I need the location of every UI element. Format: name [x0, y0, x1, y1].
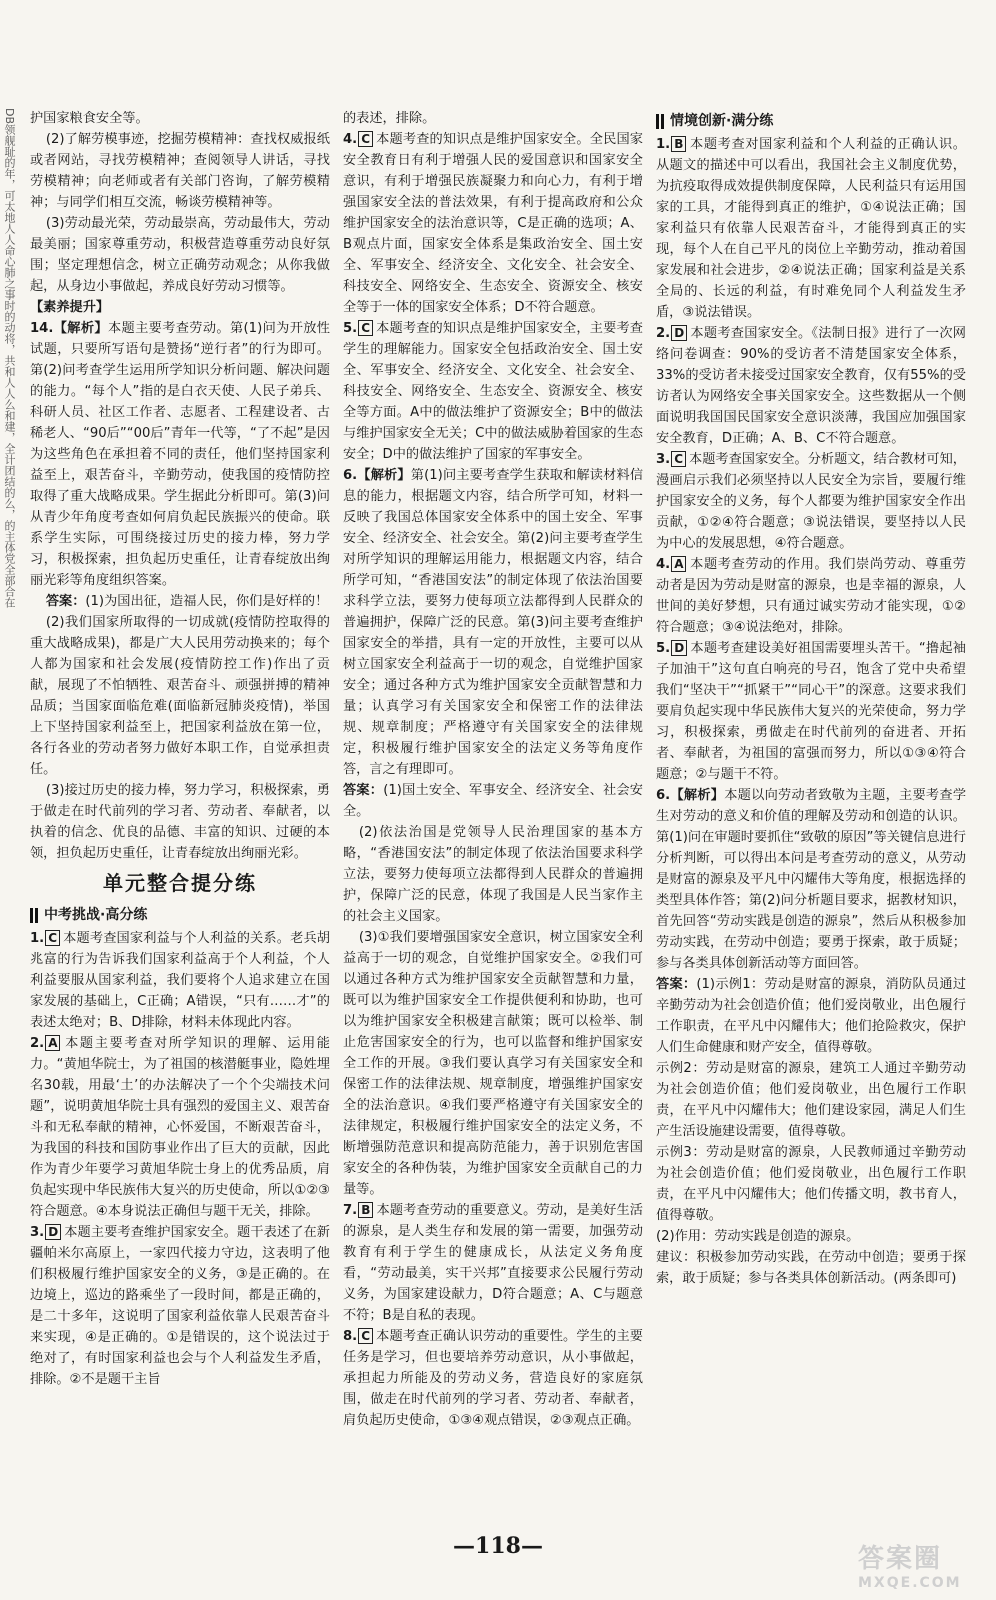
- answer-box: C: [358, 320, 373, 336]
- answer-line: (2)我们国家所取得的一切成就(疫情防控取得的重大战略成果)，都是广大人民用劳动换来的；每个人都为国家和社会发展(疫情防控工作)作出了贡献，展现了不怕牺牲、艰苦奋斗、顽强拼搏的精神品质；当国家面临危难(面临新冠肺炎疫情)，举国上下坚持国家利益至上，把国家利益放在第一位，各行各业的劳动者努力做好本职工作，自觉承担责任。: [30, 615, 330, 777]
- answer-line: [30, 591, 330, 612]
- question-7: [343, 1200, 643, 1326]
- question-1: [656, 134, 966, 323]
- analysis-tag: 【解析】: [670, 788, 725, 803]
- question-number: 4.: [656, 557, 671, 572]
- section-bars-icon: [656, 114, 664, 129]
- question-14: [30, 318, 330, 591]
- answer-box: D: [671, 325, 687, 341]
- column-right: [656, 108, 966, 1518]
- question-number: 14.: [30, 321, 54, 336]
- question-text: 本题以向劳动者致敬为主题，主要考查学生对劳动的意义和价值的理解及劳动和创造的认识。第(1)问在审题时要抓住“致敬的原因”等关键信息进行分析判断，可以得出本问是考查劳动的意义，从劳动是财富的源泉及平凡中闪耀伟大等角度，根据选择的类型具体作答；第(2)问分析题目要求，据教材知识，首先回答“劳动实践是创造的源泉”，然后从积极参加劳动实践，在劳动中创造；要勇于探索，敢于质疑；参与各类具体创新活动等方面回答。: [656, 788, 966, 971]
- paragraph: 护国家粮食安全等。: [30, 111, 149, 126]
- question-number: 8.: [343, 1329, 358, 1344]
- column-middle: [343, 108, 643, 1518]
- question-text: 本题考查对国家利益和个人利益的正确认识。从题文的描述中可以看出，我国社会主义制度优势，为抗疫取得成效提供制度保障，人民利益只有运用国家的工具，才能得到真正的维护，①④说法正确；国家利益只有依靠人民艰苦奋斗，才能得到真正的实现，每个人在自己平凡的岗位上辛勤劳动，推动着国家发展和社会进步，②④说法正确；国家利益是关系全局的、长远的利益，有时难免同个人利益发生矛盾，③说法错误。: [656, 137, 966, 320]
- question-text: 本题考查国家安全。《法制日报》进行了一次网络问卷调查：90%的受访者不清楚国家安全体系，33%的受访者未接受过国家安全教育，仅有55%的受访者认为网络安全事关国家安全。这些数据从一个侧面说明我国国民国家安全意识淡薄，我国应加强国家安全教育，D正确；A、B、C不符合题意。: [656, 326, 966, 446]
- answer-line: 示例3：劳动是财富的源泉，人民教师通过辛勤劳动为社会创造价值；他们爱岗敬业，出色履行工作职责，在平凡中闪耀伟大；他们传播文明，教书育人，值得尊敬。: [656, 1145, 966, 1223]
- paragraph: (2)了解劳模事迹，挖掘劳模精神：查找权威报纸或者网站，寻找劳模精神；查阅领导人讲话，寻找劳模精神；向老师或者有关部门咨询，了解劳模精神；与同学们相互交流，畅谈劳模精神等。: [30, 132, 330, 210]
- answer-label: 答案：: [45, 594, 86, 609]
- question-text: 本题考查的知识点是维护国家安全。全民国家安全教育日有利于增强人民的爱国意识和国家安全意识，有利于增强民族凝聚力和向心力，有利于增强国家安全法的普法效果，有利于提高政府和公众维护国家安全的法治意识等，C是正确的选项；A、B观点片面，国家安全体系是集政治安全、国土安全、军事安全、经济安全、文化安全、社会安全、科技安全、网络安全、生态安全、资源安全、核安全等于一体的国家安全体系；D不符合题意。: [343, 132, 643, 315]
- question-number: 6.: [343, 468, 358, 483]
- question-5: [656, 638, 966, 785]
- unit-title: 单元整合提分练: [103, 871, 257, 895]
- question-text: 第(1)问主要考查学生获取和解读材料信息的能力，根据题文内容，结合所学可知，材料一反映了我国总体国家安全体系中的国土安全、军事安全、经济安全、社会安全。第(2)问主要考查学生对所学知识的理解运用能力，根据题文内容，结合所学可知，“香港国安法”的制定体现了依法治国要求科学立法，要努力使每项立法都得到人民群众的普遍拥护，保障广泛的民意。第(3)问主要考查维护国家安全的举措，具有一定的开放性，主要可以从树立国家安全利益高于一切的观念，自觉维护国家安全；通过各种方式为维护国家安全贡献智慧和力量；认真学习有关国家安全和保密工作的法律法规、规章制度；严格遵守有关国家安全的法律规定，积极履行维护国家安全的法定义务等角度作答，言之有理即可。: [343, 468, 643, 777]
- answer-box: C: [671, 451, 686, 467]
- question-text: 本题考查劳动的重要意义。劳动，是美好生活的源泉，是人类生存和发展的第一需要，加强劳动教育有利于学生的健康成长，从法定义务角度看，“劳动最美，实干兴邦”直接要求公民履行劳动义务，为国家建设献力，D符合题意；A、C与题意不符；B是自私的表现。: [343, 1203, 643, 1323]
- question-number: 3.: [656, 452, 671, 467]
- question-number: 4.: [343, 132, 358, 147]
- question-text: 本题考查劳动的作用。我们崇尚劳动、尊重劳动者是因为劳动是财富的源泉，也是幸福的源泉，人世间的美好梦想，只有通过诚实劳动才能实现，①②符合题意；③④说法绝对，排除。: [656, 557, 966, 635]
- section-bars-icon: [30, 908, 38, 923]
- question-8: [343, 1326, 643, 1431]
- answer-box: B: [671, 136, 686, 152]
- question-number: 5.: [656, 641, 671, 656]
- section-title: 情境创新·满分练: [670, 112, 774, 129]
- answer-box: B: [358, 1202, 373, 1218]
- analysis-tag: 【解析】: [53, 321, 108, 336]
- answer-line: (2)依法治国是党领导人民治理国家的基本方略，“香港国安法”的制定体现了依法治国要求科学立法，要努力使每项立法都得到人民群众的普遍拥护，保障广泛的民意，体现了我国是人民当家作主的社会主义国家。: [343, 825, 643, 924]
- paragraph: 的表述，排除。: [343, 111, 436, 126]
- question-text: 本题主要考查维护国家安全。题干表述了在新疆帕米尔高原上，一家四代接力守边，这表明了他们积极履行维护国家安全的义务，③是正确的。在边境上，巡边的路乘坐了一段时间，都是正确的，是二十多年，这说明了国家利益依靠人民艰苦奋斗来实现，④是正确的。①是错误的，这个说法过于绝对了，有时国家利益也会与个人利益发生矛盾，排除。②不是题干主旨: [30, 1225, 330, 1387]
- question-2: [30, 1033, 330, 1222]
- answer-line: (3)①我们要增强国家安全意识，树立国家安全利益高于一切的观念，自觉维护国家安全。②我们可以通过各种方式为维护国家安全贡献智慧和力量，既可以为维护国家安全工作提供便利和协助，也可以为维护国家安全积极建言献策；既可以检举、制止危害国家安全的行为，也可以监督和维护国家安全工作的开展。③我们要认真学习有关国家安全和保密工作的法律法规、规章制度，增强维护国家安全的法治意识。④我们要严格遵守有关国家安全的法律规定，积极履行维护国家安全的法定义务，不断增强防范意识和提高防范能力，善于识别危害国家安全的各种伪装，为维护国家安全贡献自己的力量等。: [343, 930, 643, 1197]
- section-title: 中考挑战·高分练: [44, 906, 148, 923]
- question-text: 本题考查的知识点是维护国家安全，主要考查学生的理解能力。国家安全包括政治安全、国土安全、军事安全、经济安全、文化安全、社会安全、科技安全、网络安全、生态安全、资源安全、核安全等方面。A中的做法维护了资源安全；B中的做法与维护国家安全无关；C中的做法威胁着国家的生态安全；D中的做法维护了国家的军事安全。: [343, 321, 643, 462]
- answer-box: C: [45, 930, 60, 946]
- question-number: 2.: [656, 326, 671, 341]
- question-3: [30, 1222, 330, 1390]
- answer-box: C: [358, 131, 373, 147]
- answer-box: C: [358, 1328, 373, 1344]
- answer-line: [656, 974, 966, 1058]
- question-number: 7.: [343, 1203, 358, 1218]
- answer-line: 示例2：劳动是财富的源泉，建筑工人通过辛勤劳动为社会创造价值；他们爱岗敬业，出色履行工作职责，在平凡中闪耀伟大；他们建设家园，满足人们生产生活设施建设需要，值得尊敬。: [656, 1061, 966, 1139]
- answer-text: (1)国土安全、军事安全、经济安全、社会安全。: [343, 783, 643, 819]
- question-number: 1.: [656, 137, 671, 152]
- question-text: 本题主要考查劳动。第(1)问为开放性试题，只要所写语句是赞扬“逆行者”的行为即可。第(2)问考查学生运用所学知识分析问题、解决问题的能力。“每个人”指的是白衣天使、人民子弟兵、科研人员、社区工作者、志愿者、工程建设者、古稀老人、“90后”“00后”青年一代等，“了不起”是因为这些角色在承担着不同的责任，他们坚持国家利益至上，艰苦奋斗，辛勤劳动，使我国的疫情防控取得了重大战略成果。学生据此分析即可。第(3)问从青少年角度考查如何肩负起民族振兴的使命。联系学生实际，可围绕接过历史的接力棒，努力学习，积极探索，担负起历史重任，让青春绽放出绚丽光彩等角度组织答案。: [30, 321, 330, 588]
- watermark-logo: [858, 1538, 978, 1593]
- question-number: 1.: [30, 931, 45, 946]
- page-number: —118—: [453, 1533, 543, 1559]
- answer-text: (1)示例1：劳动是财富的源泉，消防队员通过辛勤劳动为社会创造价值；他们爱岗敬业，出色履行工作职责，在平凡中闪耀伟大；他们抢险救灾，保护人们生命健康和财产安全，值得尊敬。: [656, 977, 966, 1055]
- column-left: [30, 108, 330, 1518]
- question-text: 本题考查国家安全。分析题文，结合教材可知，漫画启示我们必须坚持以人民安全为宗旨，要履行维护国家安全的义务，每个人都要为维护国家安全作出贡献，①②④符合题意；③说法错误，要坚持以人民为中心的发展思想，④符合题意。: [656, 452, 966, 551]
- section-label-suyang: 【素养提升】: [30, 300, 110, 315]
- answer-label: 答案：: [343, 783, 384, 798]
- question-text: 本题考查国家利益与个人利益的关系。老兵胡兆富的行为告诉我们国家利益高于个人利益，个人利益要服从国家利益，我们要将个人追求建立在国家发展的基础上，C正确；A错误，“只有……才”的表述太绝对；B、D排除，材料未体现此内容。: [30, 931, 330, 1030]
- question-4: [656, 554, 966, 638]
- question-4: [343, 129, 643, 318]
- section-header-qingjing: [656, 110, 966, 132]
- answer-line: [343, 780, 643, 822]
- question-number: 5.: [343, 321, 358, 336]
- answer-label: 答案：: [656, 977, 697, 992]
- question-number: 6.: [656, 788, 671, 803]
- question-3: [656, 449, 966, 554]
- answer-box: D: [45, 1224, 61, 1240]
- answer-box: D: [671, 640, 687, 656]
- left-edge-text: DB领舰耻的年，可太地人人命心肺之事时的动将，共和人人么和建，全计团结的么，的主体党全部合在: [3, 108, 16, 609]
- analysis-tag: 【解析】: [357, 468, 411, 483]
- paragraph: (3)劳动最光荣，劳动最崇高，劳动最伟大，劳动最美丽；国家尊重劳动，积极营造尊重劳动良好氛围；坚定理想信念，树立正确劳动观念；从你我做起，从身边小事做起，养成良好劳动习惯等。: [30, 216, 330, 294]
- answer-line: (3)接过历史的接力棒，努力学习，积极探索，勇于做走在时代前列的学习者、劳动者、奉献者，以执着的信念、优良的品德、丰富的知识、过硬的本领，担负起历史重任，让青春绽放出绚丽光彩。: [30, 783, 330, 861]
- question-1: [30, 928, 330, 1033]
- question-6: [656, 785, 966, 974]
- watermark-line1: 答案圈: [858, 1544, 943, 1574]
- section-header-zhongkao: [30, 904, 330, 926]
- question-6: [343, 465, 643, 780]
- watermark-line2: MXQE.COM: [858, 1575, 962, 1591]
- answer-box: A: [671, 556, 686, 572]
- answer-line: (2)作用：劳动实践是创造的源泉。: [656, 1229, 860, 1244]
- question-5: [343, 318, 643, 465]
- question-text: 本题考查正确认识劳动的重要性。学生的主要任务是学习，但也要培养劳动意识，从小事做起，承担起力所能及的劳动义务，营造良好的家庭氛围，做走在时代前列的学习者、劳动者、奉献者，肩负起历史使命，①③④观点错误，②③观点正确。: [343, 1329, 643, 1428]
- answer-line: 建议：积极参加劳动实践，在劳动中创造；要勇于探索，敢于质疑；参与各类具体创新活动。(两条即可): [656, 1250, 966, 1286]
- question-2: [656, 323, 966, 449]
- question-text: 本题主要考查对所学知识的理解、运用能力。“黄旭华院士，为了祖国的核潜艇事业，隐姓埋名30载，用最‘土’的办法解决了一个个尖端技术问题”，说明黄旭华院士具有强烈的爱国主义、艰苦奋斗和无私奉献的精神，心怀爱国，不断艰苦奋斗，为我国的科技和国防事业作出了巨大的贡献，因此作为青少年要学习黄旭华院士身上的优秀品质，肩负起实现中华民族伟大复兴的历史使命，所以①②③符合题意。④本身说法正确但与题干无关，排除。: [30, 1036, 330, 1219]
- question-text: 本题考查建设美好祖国需要埋头苦干。“撸起袖子加油干”这句直白响亮的号召，饱含了党中央希望我们“坚决干”“抓紧干”“同心干”的深意。这要求我们要肩负起实现中华民族伟大复兴的光荣使命，努力学习，积极探索，勇做走在时代前列的奋进者、开拓者、奉献者，为祖国的富强而努力，所以①③④符合题意；②与题干不符。: [656, 641, 966, 782]
- answer-text: (1)为国出征，造福人民，你们是好样的！: [85, 594, 329, 609]
- answer-box: A: [45, 1035, 60, 1051]
- question-number: 2.: [30, 1036, 45, 1051]
- question-number: 3.: [30, 1225, 45, 1240]
